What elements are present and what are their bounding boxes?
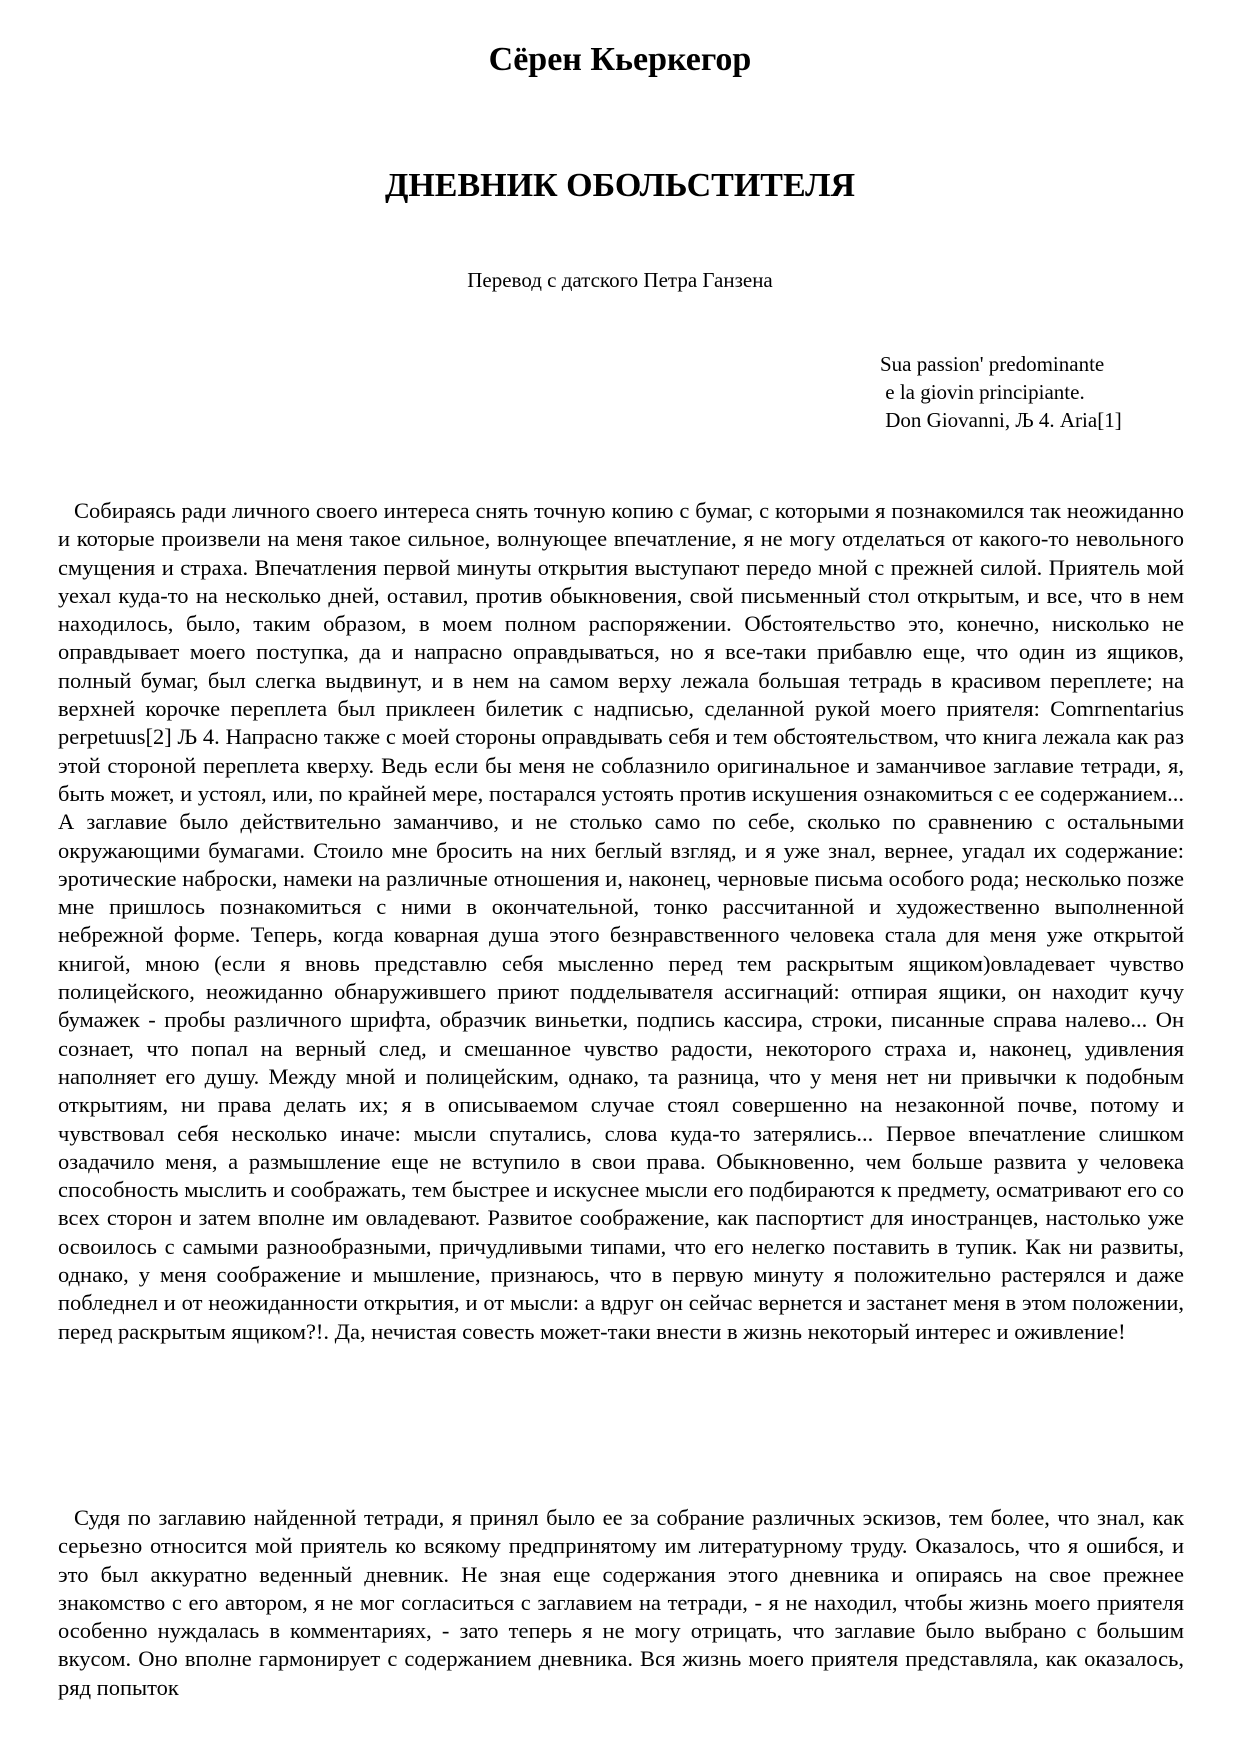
epigraph: [880, 350, 1210, 434]
document-title: ДНЕВНИК ОБОЛЬСТИТЕЛЯ: [384, 167, 856, 204]
author-name: Сёрен Кьеркегор: [488, 41, 752, 78]
epigraph-line: Sua passion' predominante: [880, 352, 1105, 376]
epigraph-line: Don Giovanni, Љ 4. Aria[1]: [880, 408, 1122, 432]
body-paragraph: [58, 497, 1184, 1346]
epigraph-line: e la giovin principiante.: [880, 380, 1085, 404]
body-paragraph-text: Судя по заглавию найденной тетради, я принял было ее за собрание различных эскизов, тем более, что знал, как серьезно относится мой приятель ко всякому предпринятому им литературному труду. Оказалось, что я ошибся, и это был аккуратно веденный дневник. Не зная еще содержания этого дневника и опираясь на свое прежнее знакомство с его автором, я не мог согласиться с заглавием на тетради, - я не находил, чтобы жизнь моего приятеля особенно нуждалась в комментариях, - зато теперь я не могу отрицать, что заглавие было выбрано с большим вкусом. Оно вполне гармонирует с содержанием дневника. Вся жизнь моего приятеля представляла, как оказалось, ряд попыток: [58, 1505, 1184, 1700]
body-paragraph-text: Собираясь ради личного своего интереса снять точную копию с бумаг, с которыми я познакомился так неожиданно и которые произвели на меня такое сильное, волнующее впечатление, я не могу отделаться от какого-то невольного смущения и страха. Впечатления первой минуты открытия выступают передо мной с прежней силой. Приятель мой уехал куда-то на несколько дней, оставил, против обыкновения, свой письменный стол открытым, и все, что в нем находилось, было, таким образом, в моем полном распоряжении. Обстоятельство это, конечно, нисколько не оправдывает моего поступка, да и напрасно оправдываться, но я все-таки прибавлю еще, что один из ящиков, полный бумаг, был слегка выдвинут, и в нем на самом верху лежала большая тетрадь в красивом переплете; на верхней корочке переплета был приклеен билетик с надписью, сделанной рукой моего приятеля: Comrnentarius perpetuus[2] Љ 4. Напрасно также с моей стороны оправдывать себя и тем обстоятельством, что книга лежала как раз этой стороной переплета кверху. Ведь если бы меня не соблазнило оригинальное и заманчивое заглавие тетради, я, быть может, и устоял, или, по крайней мере, постарался устоять против искушения ознакомиться с ее содержанием... А заглавие было действительно заманчиво, и не столько само по себе, сколько по сравнению с остальными окружающими бумагами. Стоило мне бросить на них беглый взгляд, и я уже знал, вернее, угадал их содержание: эротические наброски, намеки на различные отношения и, наконец, черновые письма особого рода; несколько позже мне пришлось познакомиться с ними в окончательной, тонко рассчитанной и художественно выполненной небрежной форме. Теперь, когда коварная душа этого безнравственного человека стала для меня уже открытой книгой, мною (если я вновь представлю себя мысленно перед тем раскрытым ящиком)овладевает чувство полицейского, неожиданно обнаружившего приют подделывателя ассигнаций: отпирая ящики, он находит кучу бумажек - пробы различного шрифта, образчик виньетки, подпись кассира, строки, писанные справа налево... Он сознает, что попал на верный след, и смешанное чувство радости, некоторого страха и, наконец, удивления наполняет его душу. Между мной и полицейским, однако, та разница, что у меня нет ни привычки к подобным открытиям, ни права делать их; я в описываемом случае стоял совершенно на незаконной почве, потому и чувствовал себя несколько иначе: мысли спутались, слова куда-то затерялись... Первое впечатление слишком озадачило меня, а размышление еще не вступило в свои права. Обыкновенно, чем больше развита у человека способность мыслить и соображать, тем быстрее и искуснее мысли его подбираются к предмету, осматривают его со всех сторон и затем вполне им овладевают. Развитое соображение, как паспортист для иностранцев, настолько уже освоилось с самыми разнообразными, причудливыми типами, что его нелегко поставить в тупик. Как ни развиты, однако, у меня соображение и мышление, признаюсь, что в первую минуту я положительно растерялся и даже побледнел и от неожиданности открытия, и от мысли: а вдруг он сейчас вернется и застанет меня в этом положении, перед раскрытым ящиком?!. Да, нечистая совесть может-таки внести в жизнь некоторый интерес и оживление!: [58, 498, 1184, 1344]
body-paragraph: [58, 1504, 1184, 1702]
translator-credit: Перевод с датского Петра Ганзена: [467, 268, 773, 292]
